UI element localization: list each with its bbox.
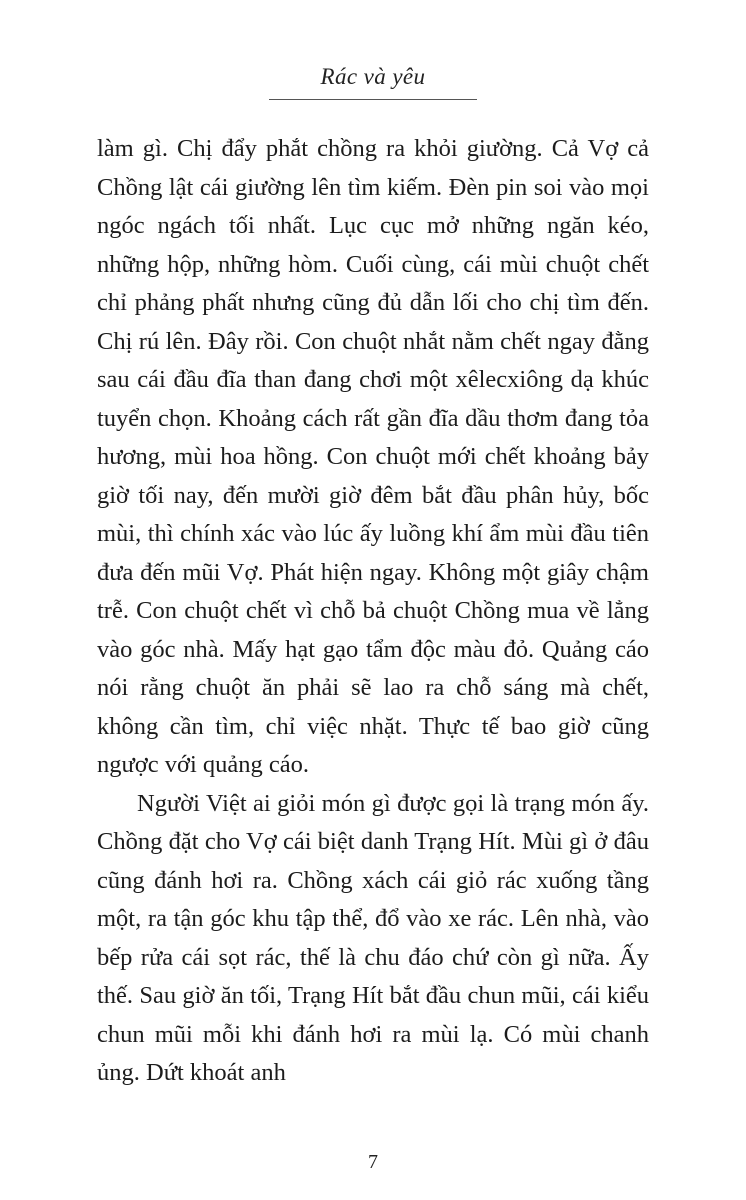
running-head — [0, 0, 746, 100]
body-text — [97, 130, 649, 1093]
paragraph: làm gì. Chị đẩy phắt chồng ra khỏi giường. Cả Vợ cả Chồng lật cái giường lên tìm kiếm. Đèn pin soi vào mọi ngóc ngách tối nhất. Lục cục mở những ngăn kéo, những hộp, những hòm. Cuối cùng, cái mùi chuột chết chỉ phảng phất nhưng cũng đủ dẫn lối cho chị tìm đến. Chị rú lên. Đây rồi. Con chuột nhắt nằm chết ngay đằng sau cái đầu đĩa than đang chơi một xêlecxiông dạ khúc tuyển chọn. Khoảng cách rất gần đĩa dầu thơm đang tỏa hương, mùi hoa hồng. Con chuột mới chết khoảng bảy giờ tối nay, đến mười giờ đêm bắt đầu phân hủy, bốc mùi, thì chính xác vào lúc ấy luồng khí ẩm mùi đầu tiên đưa đến mũi Vợ. Phát hiện ngay. Không một giây chậm trễ. Con chuột chết vì chỗ bả chuột Chồng mua về lẳng vào góc nhà. Mấy hạt gạo tẩm độc màu đỏ. Quảng cáo nói rằng chuột ăn phải sẽ lao ra chỗ sáng mà chết, không cần tìm, chỉ việc nhặt. Thực tế bao giờ cũng ngược với quảng cáo. — [97, 135, 649, 778]
paragraph: Người Việt ai giỏi món gì được gọi là trạng món ấy. Chồng đặt cho Vợ cái biệt danh Trạng Hít. Mùi gì ở đâu cũng đánh hơi ra. Chồng xách cái giỏ rác xuống tầng một, ra tận góc khu tập thể, đổ vào xe rác. Lên nhà, vào bếp rửa cái sọt rác, thế là chu đáo chứ còn gì nữa. Ấy thế. Sau giờ ăn tối, Trạng Hít bắt đầu chun mũi, cái kiểu chun mũi mỗi khi đánh hơi ra mùi lạ. Có mùi chanh ủng. Dứt khoát anh — [97, 789, 649, 1086]
running-head-title: Rác và yêu — [320, 64, 426, 89]
page-number: 7 — [368, 1151, 378, 1173]
running-head-rule — [269, 99, 477, 100]
page-footer — [0, 1151, 746, 1174]
